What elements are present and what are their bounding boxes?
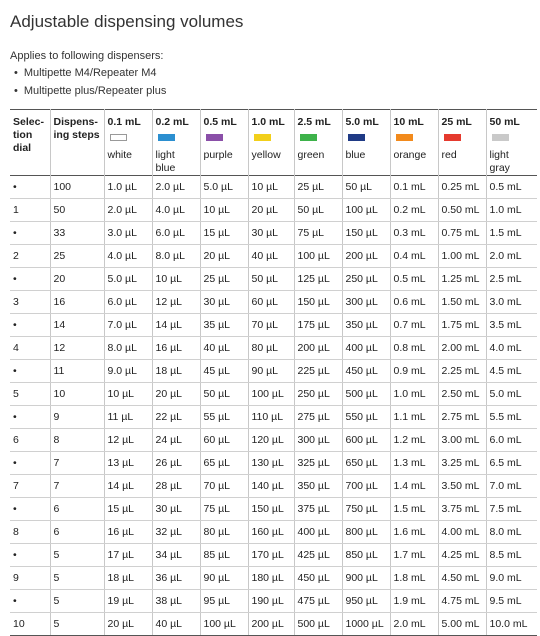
volume-cell: 60 µL	[248, 291, 294, 314]
volume-cell: 10.0 mL	[486, 613, 537, 636]
tip-color-name: blue	[155, 162, 176, 174]
volume-cell: 16 µL	[152, 337, 200, 360]
dispensing-steps-cell: 5	[50, 567, 104, 590]
selection-dial-cell: •	[10, 406, 50, 429]
volume-cell: 45 µL	[200, 360, 248, 383]
tip-color-swatch	[348, 134, 365, 141]
dispensing-steps-cell: 50	[50, 199, 104, 222]
volume-cell: 1.0 µL	[104, 176, 152, 199]
volume-cell: 1.2 mL	[390, 429, 438, 452]
volume-cell: 275 µL	[294, 406, 342, 429]
table-row	[10, 337, 537, 360]
volume-cell: 70 µL	[248, 314, 294, 337]
table-row	[10, 613, 537, 636]
volume-cell: 19 µL	[104, 590, 152, 613]
volume-cell: 10 µL	[248, 176, 294, 199]
volume-cell: 0.1 mL	[390, 176, 438, 199]
volume-cell: 125 µL	[294, 268, 342, 291]
header-tip-1	[152, 110, 200, 176]
volume-cell: 5.00 mL	[438, 613, 486, 636]
volume-cell: 700 µL	[342, 475, 390, 498]
tip-color-name: gray	[489, 162, 510, 174]
selection-dial-cell: •	[10, 314, 50, 337]
volume-cell: 2.25 mL	[438, 360, 486, 383]
tip-color-swatch	[396, 134, 413, 141]
volume-cell: 3.5 mL	[486, 314, 537, 337]
selection-dial-cell: •	[10, 590, 50, 613]
volume-cell: 150 µL	[248, 498, 294, 521]
volume-cell: 10 µL	[152, 268, 200, 291]
volume-cell: 2.50 mL	[438, 383, 486, 406]
selection-dial-cell: •	[10, 498, 50, 521]
volume-cell: 0.4 mL	[390, 245, 438, 268]
volume-cell: 4.25 mL	[438, 544, 486, 567]
volume-cell: 350 µL	[342, 314, 390, 337]
volume-cell: 6.5 mL	[486, 452, 537, 475]
volume-cell: 26 µL	[152, 452, 200, 475]
volume-cell: 1.1 mL	[390, 406, 438, 429]
volume-cell: 130 µL	[248, 452, 294, 475]
volume-cell: 150 µL	[342, 222, 390, 245]
volume-cell: 4.00 mL	[438, 521, 486, 544]
volume-cell: 1.6 mL	[390, 521, 438, 544]
volume-cell: 8.0 µL	[104, 337, 152, 360]
volume-cell: 50 µL	[342, 176, 390, 199]
volume-cell: 0.25 mL	[438, 176, 486, 199]
tip-color-name: yellow	[251, 149, 281, 161]
volume-cell: 6.0 mL	[486, 429, 537, 452]
volume-cell: 20 µL	[152, 383, 200, 406]
volume-cell: 0.50 mL	[438, 199, 486, 222]
tip-color-name: red	[441, 149, 457, 161]
volume-cell: 450 µL	[342, 360, 390, 383]
volume-cell: 95 µL	[200, 590, 248, 613]
selection-dial-cell: •	[10, 222, 50, 245]
volume-cell: 110 µL	[248, 406, 294, 429]
tip-volume: 50 mL	[489, 116, 520, 128]
tip-volume: 0.2 mL	[155, 116, 189, 128]
volume-cell: 1.25 mL	[438, 268, 486, 291]
dispensing-steps-cell: 20	[50, 268, 104, 291]
volume-cell: 30 µL	[152, 498, 200, 521]
tip-color-name: orange	[393, 149, 427, 161]
selection-dial-cell: •	[10, 268, 50, 291]
volume-cell: 950 µL	[342, 590, 390, 613]
tip-volume: 0.5 mL	[203, 116, 237, 128]
volume-cell: 350 µL	[294, 475, 342, 498]
volume-cell: 100 µL	[294, 245, 342, 268]
volume-cell: 14 µL	[152, 314, 200, 337]
table-row	[10, 291, 537, 314]
dispensing-steps-cell: 33	[50, 222, 104, 245]
volume-cell: 1.5 mL	[390, 498, 438, 521]
header-tip-4	[294, 110, 342, 176]
volume-cell: 5.5 mL	[486, 406, 537, 429]
volume-cell: 34 µL	[152, 544, 200, 567]
table-row	[10, 429, 537, 452]
volume-cell: 0.8 mL	[390, 337, 438, 360]
header-row	[10, 110, 537, 176]
volume-cell: 1.0 mL	[486, 199, 537, 222]
volume-cell: 17 µL	[104, 544, 152, 567]
dispenser-item: • Multipette M4/Repeater M4	[14, 64, 166, 82]
volume-cell: 400 µL	[294, 521, 342, 544]
table-row	[10, 590, 537, 613]
volume-cell: 60 µL	[200, 429, 248, 452]
volume-cell: 90 µL	[248, 360, 294, 383]
table-row	[10, 406, 537, 429]
volume-cell: 1.9 mL	[390, 590, 438, 613]
volume-cell: 100 µL	[342, 199, 390, 222]
header-selection-dial	[10, 110, 50, 176]
volume-cell: 1.5 mL	[486, 222, 537, 245]
volume-cell: 0.2 mL	[390, 199, 438, 222]
tip-color-swatch	[300, 134, 317, 141]
volume-cell: 7.0 mL	[486, 475, 537, 498]
volume-cell: 0.5 mL	[486, 176, 537, 199]
applies-label: Applies to following dispensers:	[10, 50, 164, 62]
volume-cell: 36 µL	[152, 567, 200, 590]
volume-cell: 500 µL	[342, 383, 390, 406]
volume-cell: 25 µL	[200, 268, 248, 291]
volume-cell: 200 µL	[342, 245, 390, 268]
volume-cell: 1.7 mL	[390, 544, 438, 567]
volume-cell: 250 µL	[342, 268, 390, 291]
header-tip-7	[438, 110, 486, 176]
selection-dial-cell: 5	[10, 383, 50, 406]
selection-dial-cell: 7	[10, 475, 50, 498]
volume-cell: 190 µL	[248, 590, 294, 613]
volume-cell: 4.0 µL	[104, 245, 152, 268]
volume-cell: 1.75 mL	[438, 314, 486, 337]
volume-cell: 150 µL	[294, 291, 342, 314]
header-text: dial	[13, 142, 32, 154]
tip-color-swatch	[444, 134, 461, 141]
volume-cell: 6.0 µL	[152, 222, 200, 245]
dispensing-steps-cell: 8	[50, 429, 104, 452]
table-row	[10, 268, 537, 291]
selection-dial-cell: 6	[10, 429, 50, 452]
volume-cell: 38 µL	[152, 590, 200, 613]
tip-volume: 5.0 mL	[345, 116, 379, 128]
selection-dial-cell: 1	[10, 199, 50, 222]
volume-cell: 3.00 mL	[438, 429, 486, 452]
volume-cell: 2.0 µL	[104, 199, 152, 222]
volume-cell: 325 µL	[294, 452, 342, 475]
volume-cell: 400 µL	[342, 337, 390, 360]
tip-color-swatch	[206, 134, 223, 141]
volume-cell: 18 µL	[152, 360, 200, 383]
dispensing-steps-cell: 100	[50, 176, 104, 199]
volume-cell: 90 µL	[200, 567, 248, 590]
table-row	[10, 314, 537, 337]
volume-cell: 3.50 mL	[438, 475, 486, 498]
table-row	[10, 199, 537, 222]
volume-cell: 5.0 µL	[200, 176, 248, 199]
volume-cell: 3.75 mL	[438, 498, 486, 521]
table-row	[10, 222, 537, 245]
table-row	[10, 521, 537, 544]
volume-cell: 2.00 mL	[438, 337, 486, 360]
volume-cell: 10 µL	[200, 199, 248, 222]
tip-volume: 2.5 mL	[297, 116, 331, 128]
volume-cell: 225 µL	[294, 360, 342, 383]
volume-cell: 175 µL	[294, 314, 342, 337]
volume-cell: 160 µL	[248, 521, 294, 544]
header-text: Dispens-	[53, 116, 98, 128]
selection-dial-cell: 2	[10, 245, 50, 268]
volume-cell: 4.0 mL	[486, 337, 537, 360]
volume-cell: 75 µL	[294, 222, 342, 245]
volume-cell: 1.00 mL	[438, 245, 486, 268]
selection-dial-cell: •	[10, 176, 50, 199]
table-row	[10, 176, 537, 199]
volume-cell: 32 µL	[152, 521, 200, 544]
volume-cell: 8.0 µL	[152, 245, 200, 268]
table-row	[10, 245, 537, 268]
tip-color-swatch	[110, 134, 127, 141]
volume-cell: 75 µL	[200, 498, 248, 521]
dispensing-steps-cell: 14	[50, 314, 104, 337]
volume-cell: 16 µL	[104, 521, 152, 544]
volume-cell: 750 µL	[342, 498, 390, 521]
page-title: Adjustable dispensing volumes	[10, 12, 244, 31]
tip-color-name: light	[155, 149, 175, 161]
volume-cell: 4.50 mL	[438, 567, 486, 590]
volume-cell: 3.0 µL	[104, 222, 152, 245]
header-tip-5	[342, 110, 390, 176]
volume-cell: 1.0 mL	[390, 383, 438, 406]
volume-cell: 12 µL	[104, 429, 152, 452]
volume-cell: 450 µL	[294, 567, 342, 590]
table-row	[10, 475, 537, 498]
selection-dial-cell: •	[10, 452, 50, 475]
volume-cell: 2.0 mL	[390, 613, 438, 636]
volume-cell: 8.5 mL	[486, 544, 537, 567]
volume-cell: 85 µL	[200, 544, 248, 567]
volume-cell: 7.0 µL	[104, 314, 152, 337]
header-tip-6	[390, 110, 438, 176]
dispensing-steps-cell: 5	[50, 590, 104, 613]
volume-cell: 5.0 mL	[486, 383, 537, 406]
volume-cell: 15 µL	[200, 222, 248, 245]
volume-cell: 2.0 mL	[486, 245, 537, 268]
header-text: ing steps	[53, 129, 100, 141]
volume-cell: 50 µL	[294, 199, 342, 222]
volume-cell: 20 µL	[200, 245, 248, 268]
dispensing-steps-cell: 16	[50, 291, 104, 314]
volume-cell: 9.5 mL	[486, 590, 537, 613]
volume-cell: 180 µL	[248, 567, 294, 590]
volume-cell: 11 µL	[104, 406, 152, 429]
volume-cell: 375 µL	[294, 498, 342, 521]
dispensing-steps-cell: 6	[50, 521, 104, 544]
selection-dial-cell: 10	[10, 613, 50, 636]
dispenser-item: • Multipette plus/Repeater plus	[14, 82, 166, 100]
table-row	[10, 383, 537, 406]
dispensing-steps-cell: 7	[50, 475, 104, 498]
dispensing-steps-cell: 6	[50, 498, 104, 521]
table-row	[10, 567, 537, 590]
volume-cell: 500 µL	[294, 613, 342, 636]
volume-cell: 300 µL	[294, 429, 342, 452]
volume-cell: 1.4 mL	[390, 475, 438, 498]
table-row	[10, 452, 537, 475]
selection-dial-cell: 9	[10, 567, 50, 590]
volume-cell: 7.5 mL	[486, 498, 537, 521]
tip-color-name: light	[489, 149, 509, 161]
volume-cell: 2.75 mL	[438, 406, 486, 429]
volume-cell: 1000 µL	[342, 613, 390, 636]
volume-cell: 800 µL	[342, 521, 390, 544]
volume-cell: 65 µL	[200, 452, 248, 475]
volume-cell: 80 µL	[200, 521, 248, 544]
volume-cell: 300 µL	[342, 291, 390, 314]
volume-cell: 100 µL	[200, 613, 248, 636]
volume-cell: 80 µL	[248, 337, 294, 360]
volume-cell: 0.5 mL	[390, 268, 438, 291]
dispensing-steps-cell: 9	[50, 406, 104, 429]
volume-cell: 50 µL	[248, 268, 294, 291]
volume-cell: 850 µL	[342, 544, 390, 567]
dispensing-volumes-table	[10, 109, 537, 636]
volume-cell: 900 µL	[342, 567, 390, 590]
header-tip-0	[104, 110, 152, 176]
dispensing-steps-cell: 25	[50, 245, 104, 268]
volume-cell: 20 µL	[248, 199, 294, 222]
dispensing-steps-cell: 12	[50, 337, 104, 360]
volume-cell: 550 µL	[342, 406, 390, 429]
volume-cell: 55 µL	[200, 406, 248, 429]
volume-cell: 0.75 mL	[438, 222, 486, 245]
volume-cell: 12 µL	[152, 291, 200, 314]
dispenser-list	[14, 64, 166, 100]
volume-cell: 9.0 mL	[486, 567, 537, 590]
volume-cell: 14 µL	[104, 475, 152, 498]
volume-cell: 2.0 µL	[152, 176, 200, 199]
volume-cell: 18 µL	[104, 567, 152, 590]
tip-volume: 25 mL	[441, 116, 472, 128]
volume-cell: 3.0 mL	[486, 291, 537, 314]
volume-cell: 13 µL	[104, 452, 152, 475]
volume-cell: 600 µL	[342, 429, 390, 452]
dispensing-steps-cell: 10	[50, 383, 104, 406]
volume-cell: 0.7 mL	[390, 314, 438, 337]
selection-dial-cell: 3	[10, 291, 50, 314]
tip-color-swatch	[254, 134, 271, 141]
volume-cell: 4.75 mL	[438, 590, 486, 613]
tip-volume: 1.0 mL	[251, 116, 285, 128]
volume-cell: 1.3 mL	[390, 452, 438, 475]
volume-cell: 170 µL	[248, 544, 294, 567]
tip-volume: 0.1 mL	[107, 116, 141, 128]
volume-cell: 5.0 µL	[104, 268, 152, 291]
header-dispensing-steps	[50, 110, 104, 176]
selection-dial-cell: •	[10, 544, 50, 567]
tip-color-name: purple	[203, 149, 233, 161]
header-text: Selec-	[13, 116, 44, 128]
tip-color-name: white	[107, 149, 133, 161]
volume-cell: 25 µL	[294, 176, 342, 199]
volume-cell: 0.3 mL	[390, 222, 438, 245]
volume-cell: 1.8 mL	[390, 567, 438, 590]
volume-cell: 1.50 mL	[438, 291, 486, 314]
volume-cell: 30 µL	[200, 291, 248, 314]
volume-cell: 200 µL	[294, 337, 342, 360]
volume-cell: 0.9 mL	[390, 360, 438, 383]
volume-cell: 6.0 µL	[104, 291, 152, 314]
volume-cell: 250 µL	[294, 383, 342, 406]
volume-cell: 28 µL	[152, 475, 200, 498]
tip-color-swatch	[158, 134, 175, 141]
header-tip-2	[200, 110, 248, 176]
tip-color-name: green	[297, 149, 325, 161]
tip-volume: 10 mL	[393, 116, 424, 128]
volume-cell: 40 µL	[152, 613, 200, 636]
header-tip-8	[486, 110, 537, 176]
table-row	[10, 498, 537, 521]
volume-cell: 22 µL	[152, 406, 200, 429]
volume-cell: 20 µL	[104, 613, 152, 636]
volume-cell: 100 µL	[248, 383, 294, 406]
selection-dial-cell: 8	[10, 521, 50, 544]
volume-cell: 8.0 mL	[486, 521, 537, 544]
volume-cell: 0.6 mL	[390, 291, 438, 314]
volume-cell: 9.0 µL	[104, 360, 152, 383]
tip-color-name: blue	[345, 149, 366, 161]
table-body	[10, 176, 537, 636]
volume-cell: 4.0 µL	[152, 199, 200, 222]
volume-cell: 50 µL	[200, 383, 248, 406]
table-row	[10, 544, 537, 567]
dispensing-steps-cell: 11	[50, 360, 104, 383]
volume-cell: 70 µL	[200, 475, 248, 498]
dispensing-steps-cell: 5	[50, 544, 104, 567]
volume-cell: 650 µL	[342, 452, 390, 475]
volume-cell: 4.5 mL	[486, 360, 537, 383]
volume-cell: 200 µL	[248, 613, 294, 636]
selection-dial-cell: 4	[10, 337, 50, 360]
volume-cell: 40 µL	[200, 337, 248, 360]
table-row	[10, 360, 537, 383]
volume-cell: 2.5 mL	[486, 268, 537, 291]
dispensing-steps-cell: 7	[50, 452, 104, 475]
volume-cell: 35 µL	[200, 314, 248, 337]
volume-cell: 40 µL	[248, 245, 294, 268]
volume-cell: 3.25 mL	[438, 452, 486, 475]
volume-cell: 425 µL	[294, 544, 342, 567]
header-tip-3	[248, 110, 294, 176]
dispensing-steps-cell: 5	[50, 613, 104, 636]
volume-cell: 30 µL	[248, 222, 294, 245]
volume-cell: 120 µL	[248, 429, 294, 452]
header-text: tion	[13, 129, 33, 141]
volume-cell: 475 µL	[294, 590, 342, 613]
selection-dial-cell: •	[10, 360, 50, 383]
volume-cell: 24 µL	[152, 429, 200, 452]
volume-cell: 15 µL	[104, 498, 152, 521]
volume-cell: 10 µL	[104, 383, 152, 406]
volume-cell: 140 µL	[248, 475, 294, 498]
tip-color-swatch	[492, 134, 509, 141]
